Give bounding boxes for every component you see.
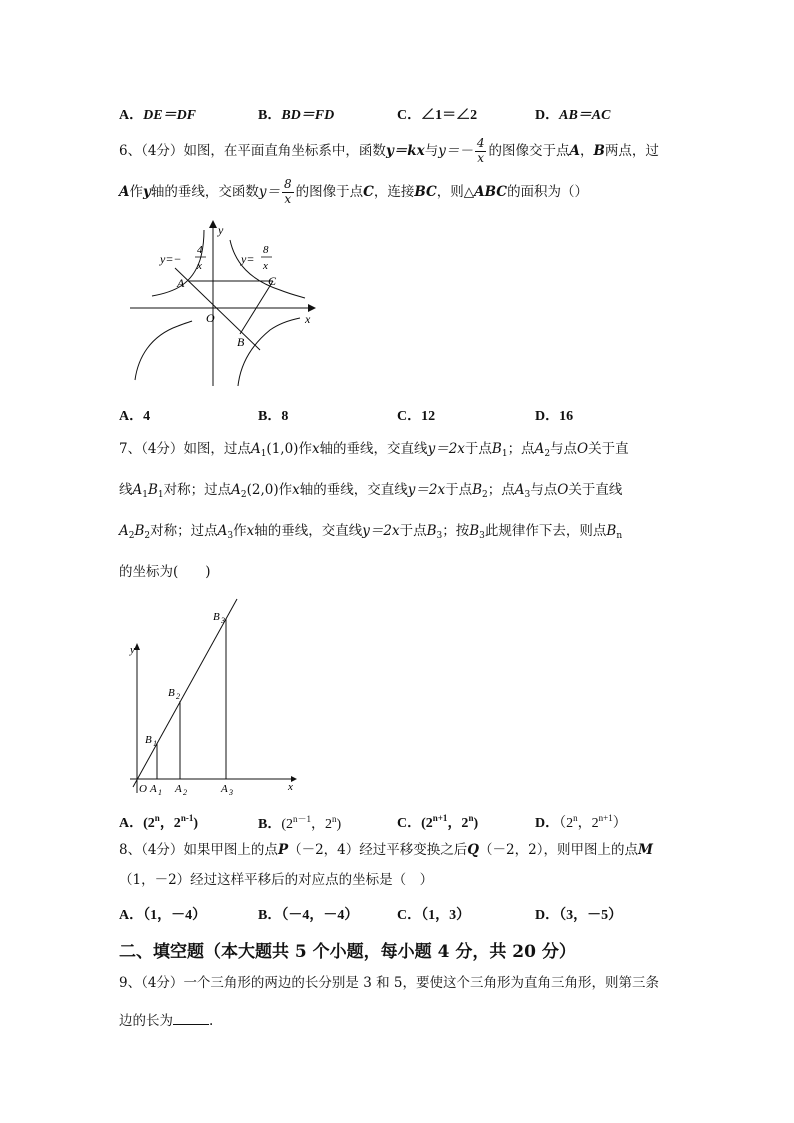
y-axis-arrow-icon: [209, 220, 217, 228]
label-o: O: [139, 783, 147, 795]
q9-line-1: 9、（4分）一个三角形的两边的长分别是 3 和 5，要使这个三角形为直角三角形，则第三条: [119, 975, 659, 991]
func-right-lhs: y=: [241, 252, 255, 266]
label-b1: B: [145, 734, 152, 746]
label-b2: B: [168, 687, 175, 699]
svg-text:1: 1: [153, 739, 157, 748]
y-axis-arrow-icon: [134, 643, 140, 650]
q8-option-b[interactable]: B．（－4，－4）: [258, 908, 359, 923]
hyperbola-branch-q4: [238, 318, 300, 386]
q6-option-a[interactable]: A．4: [119, 409, 151, 424]
q6-hyperbola-figure: [130, 218, 330, 388]
q7-line-3: $A_2B_2$对称；过点$A_3$作x轴的垂线，交直线y＝2x于点$B_3$；按$B_3$此规律作下去，则点$B_n$: [119, 523, 623, 541]
q6-option-c[interactable]: C．12: [397, 409, 436, 424]
q9-line-2: 边的长为 .: [119, 1013, 214, 1029]
label-b3: B: [213, 611, 220, 623]
func-left-num: 4: [197, 244, 203, 256]
fraction-4-over-x: $\frac{4}{x}$: [476, 136, 485, 165]
fraction-8-over-x: $\frac{8}{x}$: [283, 177, 292, 206]
label-a1: A: [150, 783, 157, 795]
label-x: x: [288, 781, 293, 793]
q5-option-c[interactable]: C．∠1＝∠2: [397, 108, 478, 123]
label-b: B: [237, 335, 245, 349]
svg-text:3: 3: [229, 788, 233, 797]
q7-line-2: 线$A_1B_1$对称；过点$A_2(2,0)$作x轴的垂线，交直线y＝2x于点$B_2$；点$A_3$与点O关于直线: [119, 482, 623, 500]
q7-option-d[interactable]: D．（2$^n$，$2^{n+1}$）: [535, 813, 627, 831]
x-axis-arrow-icon: [308, 304, 316, 312]
q7-option-b[interactable]: B．($2^{n-1}$，2$^n$): [258, 814, 342, 832]
q5-option-a[interactable]: A．DE＝DF: [119, 108, 197, 123]
q5-option-d[interactable]: D．AB＝AC: [535, 108, 611, 123]
func-right-num: 8: [263, 244, 269, 256]
func-left-den: x: [197, 260, 202, 272]
line-y-2x: [133, 599, 237, 787]
label-x: x: [305, 312, 311, 326]
q7-line-4: 的坐标为( ): [119, 564, 211, 580]
q6-option-b[interactable]: B．8: [258, 409, 289, 424]
label-o: O: [206, 311, 215, 325]
label-a3: A: [221, 783, 228, 795]
q7-option-a[interactable]: A．(2$^n$，2$^{n-1}$): [119, 813, 198, 831]
svg-text:3: 3: [221, 616, 225, 625]
q7-line-1: 7、（4分）如图，过点$A_1(1,0)$作x轴的垂线，交直线y＝2x于点$B_1$；点$A_2$与点O关于直: [119, 441, 629, 459]
func-right-den: x: [263, 260, 268, 272]
svg-text:2: 2: [176, 692, 180, 701]
label-y: y: [130, 644, 135, 656]
line-y-kx: [175, 268, 260, 350]
label-a: A: [177, 276, 185, 290]
hyperbola-branch-q3: [135, 321, 192, 380]
q7-line-figure: [125, 595, 305, 800]
svg-text:2: 2: [183, 788, 187, 797]
label-c: C: [268, 274, 277, 288]
q7-option-c[interactable]: C．($2^{n+1}$，2$^n$): [397, 813, 479, 831]
q8-option-c[interactable]: C．（1，3）: [397, 908, 471, 923]
q9-answer-blank[interactable]: [173, 1012, 209, 1025]
q8-option-d[interactable]: D．（3，－5）: [535, 908, 623, 923]
section-fill-in-title: 二、填空题（本大题共 5 个小题，每小题 4 分，共 20 分）: [119, 942, 576, 962]
func-left-lhs: y=−: [160, 252, 182, 266]
q8-line-1: 8、（4分）如果甲图上的点P（－2，4）经过平移变换之后Q（－2，2），则甲图上的点M: [119, 842, 653, 858]
q8-line-2: （1，－2）经过这样平移后的对应点的坐标是（ ）: [119, 872, 434, 888]
svg-text:1: 1: [158, 788, 162, 797]
q6-line-2: A作y轴的垂线，交函数y＝ $\frac{8}{x}$ 的图像于点C，连接BC，则△ABC的面积为（）: [119, 177, 589, 206]
label-a2: A: [175, 783, 182, 795]
q6-option-d[interactable]: D．16: [535, 409, 574, 424]
q8-option-a[interactable]: A．（1，－4）: [119, 908, 207, 923]
q5-option-b[interactable]: B．BD＝FD: [258, 108, 335, 123]
label-y: y: [218, 223, 224, 237]
q6-line-1: 6、（4分）如图，在平面直角坐标系中，函数y＝kx与y＝－ $\frac{4}{x}$ 的图像交于点A，B两点，过: [119, 136, 659, 165]
